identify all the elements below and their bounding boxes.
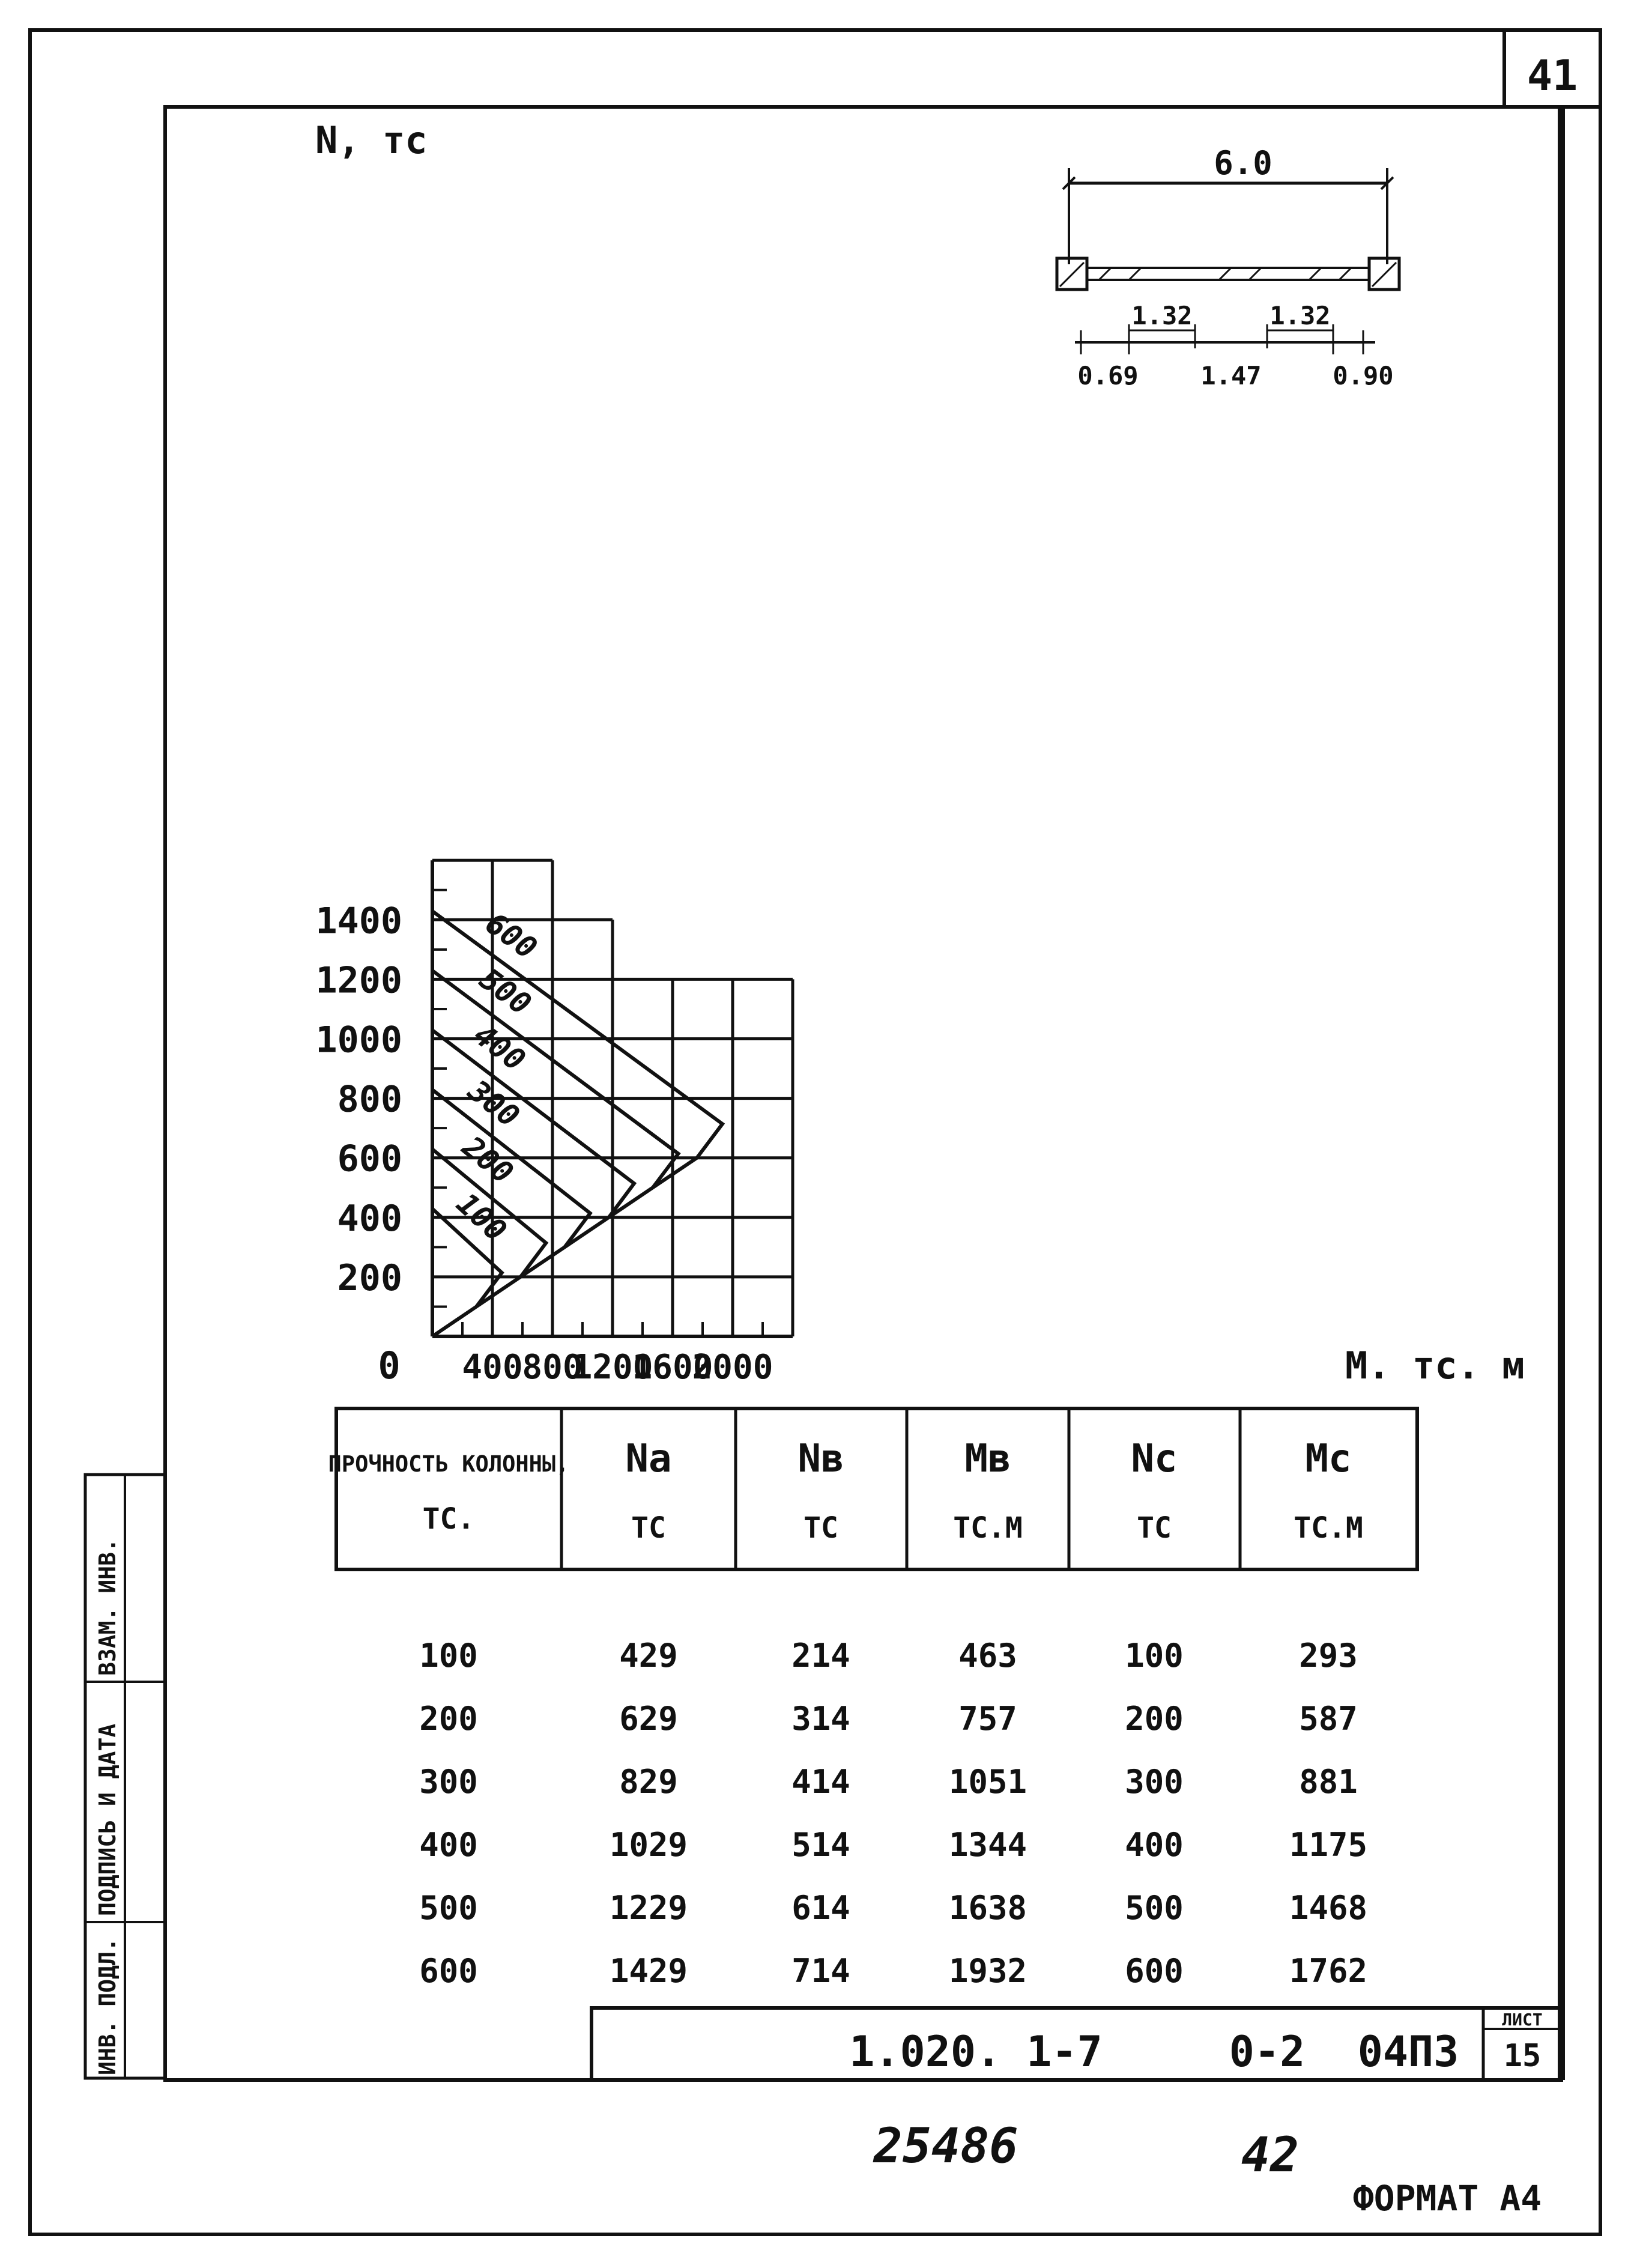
y-tick-label: 1000 <box>315 1019 402 1061</box>
page-number-box <box>1504 30 1600 107</box>
table-cell: 614 <box>791 1889 850 1927</box>
table-cell: 629 <box>619 1700 678 1738</box>
y-axis-label: N, тс <box>315 118 428 162</box>
table-cell: 414 <box>791 1763 850 1801</box>
header-nb-unit: ТС <box>803 1511 838 1545</box>
x-tick-label: 1600 <box>632 1348 713 1387</box>
header-mc: Мс <box>1305 1437 1352 1481</box>
table-cell: 1029 <box>609 1826 688 1864</box>
header-nb: Nв <box>797 1437 844 1481</box>
table-cell: 514 <box>791 1826 850 1864</box>
table-cell: 1229 <box>609 1889 688 1927</box>
sidebar-stamp <box>85 1475 165 2078</box>
header-mc-unit: ТС.М <box>1294 1511 1363 1545</box>
table-cell: 1932 <box>948 1952 1027 1990</box>
x-tick-label: 800 <box>522 1348 583 1387</box>
table-row <box>419 1763 1358 1801</box>
table-body <box>419 1637 1367 1990</box>
table-row <box>419 1889 1367 1927</box>
header-mb: Мв <box>964 1437 1011 1481</box>
dim-bottom-center: 1.47 <box>1200 361 1262 390</box>
interaction-chart <box>315 118 1525 1387</box>
x-axis-label: М. тс. м <box>1345 1344 1525 1387</box>
handwritten-number-left: 25486 <box>873 2118 1018 2174</box>
table-cell: 1051 <box>948 1763 1027 1801</box>
table-cell: 293 <box>1299 1637 1358 1675</box>
table-cell: 600 <box>1125 1952 1184 1990</box>
table-cell: 463 <box>958 1637 1017 1675</box>
y-tick-label: 400 <box>337 1197 402 1240</box>
page-number: 41 <box>1527 51 1578 100</box>
header-nc-unit: ТС <box>1137 1511 1172 1545</box>
table-cell: 1429 <box>609 1952 688 1990</box>
table-cell: 400 <box>1125 1826 1184 1864</box>
table-cell: 757 <box>958 1700 1017 1738</box>
x-tick-label: 2000 <box>692 1348 773 1387</box>
table-cell: 214 <box>791 1637 850 1675</box>
series-label: 300 <box>461 1073 526 1135</box>
header-na-unit: ТС <box>631 1511 666 1545</box>
y-tick-label: 800 <box>337 1078 402 1121</box>
table-cell: 314 <box>791 1700 850 1738</box>
table-cell: 100 <box>1125 1637 1184 1675</box>
handwritten-number-right: 42 <box>1241 2127 1300 2183</box>
table-row <box>419 1826 1367 1864</box>
format-label: ФОРМАТ А4 <box>1352 2178 1542 2219</box>
series-label: 600 <box>479 905 543 966</box>
chart-tick-labels <box>316 900 773 1387</box>
table-cell: 300 <box>419 1763 478 1801</box>
document-variant: 0-2 <box>1229 2027 1306 2076</box>
series-label: 400 <box>467 1017 532 1078</box>
dim-top-right: 1.32 <box>1269 301 1331 330</box>
list-number: 15 <box>1503 2038 1542 2074</box>
x-tick-label: 400 <box>462 1348 523 1387</box>
x-tick-label: 1200 <box>572 1348 653 1387</box>
header-strength-bottom: ТС. <box>422 1502 475 1536</box>
sidebar-label-podpis-data: ПОДПИСЬ И ДАТА <box>94 1723 121 1916</box>
table-cell: 714 <box>791 1952 850 1990</box>
document-sheet-code: 04П3 <box>1357 2027 1459 2076</box>
document-code: 1.020. 1-7 <box>849 2027 1103 2076</box>
table-row <box>419 1952 1367 1990</box>
list-label: ЛИСТ <box>1502 2010 1543 2030</box>
table-cell: 829 <box>619 1763 678 1801</box>
header-nc: Nс <box>1131 1437 1178 1481</box>
dim-bottom-right: 0.90 <box>1333 361 1394 390</box>
table-cell: 200 <box>419 1700 478 1738</box>
series-label: 500 <box>473 961 538 1022</box>
table-cell: 1344 <box>948 1826 1027 1864</box>
header-na: Na <box>625 1437 672 1481</box>
series-label: 200 <box>455 1129 520 1191</box>
table-row <box>419 1637 1358 1675</box>
series-label: 100 <box>449 1186 513 1249</box>
table-cell: 587 <box>1299 1700 1358 1738</box>
data-table <box>328 1408 1417 1990</box>
series-line-400 <box>432 1030 634 1217</box>
dim-bottom-left: 0.69 <box>1077 361 1139 390</box>
table-cell: 1762 <box>1289 1952 1368 1990</box>
table-cell: 1175 <box>1289 1826 1368 1864</box>
section-sketch <box>1057 144 1399 390</box>
y-tick-label: 1200 <box>315 959 402 1002</box>
sidebar-label-inv-podl: ИНВ. ПОДЛ. <box>94 1938 121 2075</box>
header-strength-top: ПРОЧНОСТЬ КОЛОННЫ, <box>328 1451 569 1477</box>
table-cell: 600 <box>419 1952 478 1990</box>
y-tick-label: 1400 <box>315 900 402 942</box>
header-mb-unit: ТС.М <box>953 1511 1023 1545</box>
table-cell: 100 <box>419 1637 478 1675</box>
table-cell: 429 <box>619 1637 678 1675</box>
y-tick-label: 200 <box>337 1257 402 1299</box>
table-cell: 881 <box>1299 1763 1358 1801</box>
table-cell: 500 <box>1125 1889 1184 1927</box>
table-cell: 300 <box>1125 1763 1184 1801</box>
table-cell: 500 <box>419 1889 478 1927</box>
table-cell: 200 <box>1125 1700 1184 1738</box>
sidebar-label-vzam-inv: ВЗАМ. ИНВ. <box>94 1538 121 1676</box>
table-cell: 400 <box>419 1826 478 1864</box>
y-tick-label: 600 <box>337 1138 402 1180</box>
title-block <box>592 2008 1561 2080</box>
span-dimension: 6.0 <box>1214 144 1272 182</box>
dim-top-left: 1.32 <box>1131 301 1193 330</box>
origin-label: 0 <box>378 1344 401 1387</box>
table-cell: 1638 <box>948 1889 1027 1927</box>
table-row <box>419 1700 1358 1738</box>
table-cell: 1468 <box>1289 1889 1368 1927</box>
chart-series-lines <box>432 906 722 1336</box>
table-header <box>328 1408 1417 1569</box>
